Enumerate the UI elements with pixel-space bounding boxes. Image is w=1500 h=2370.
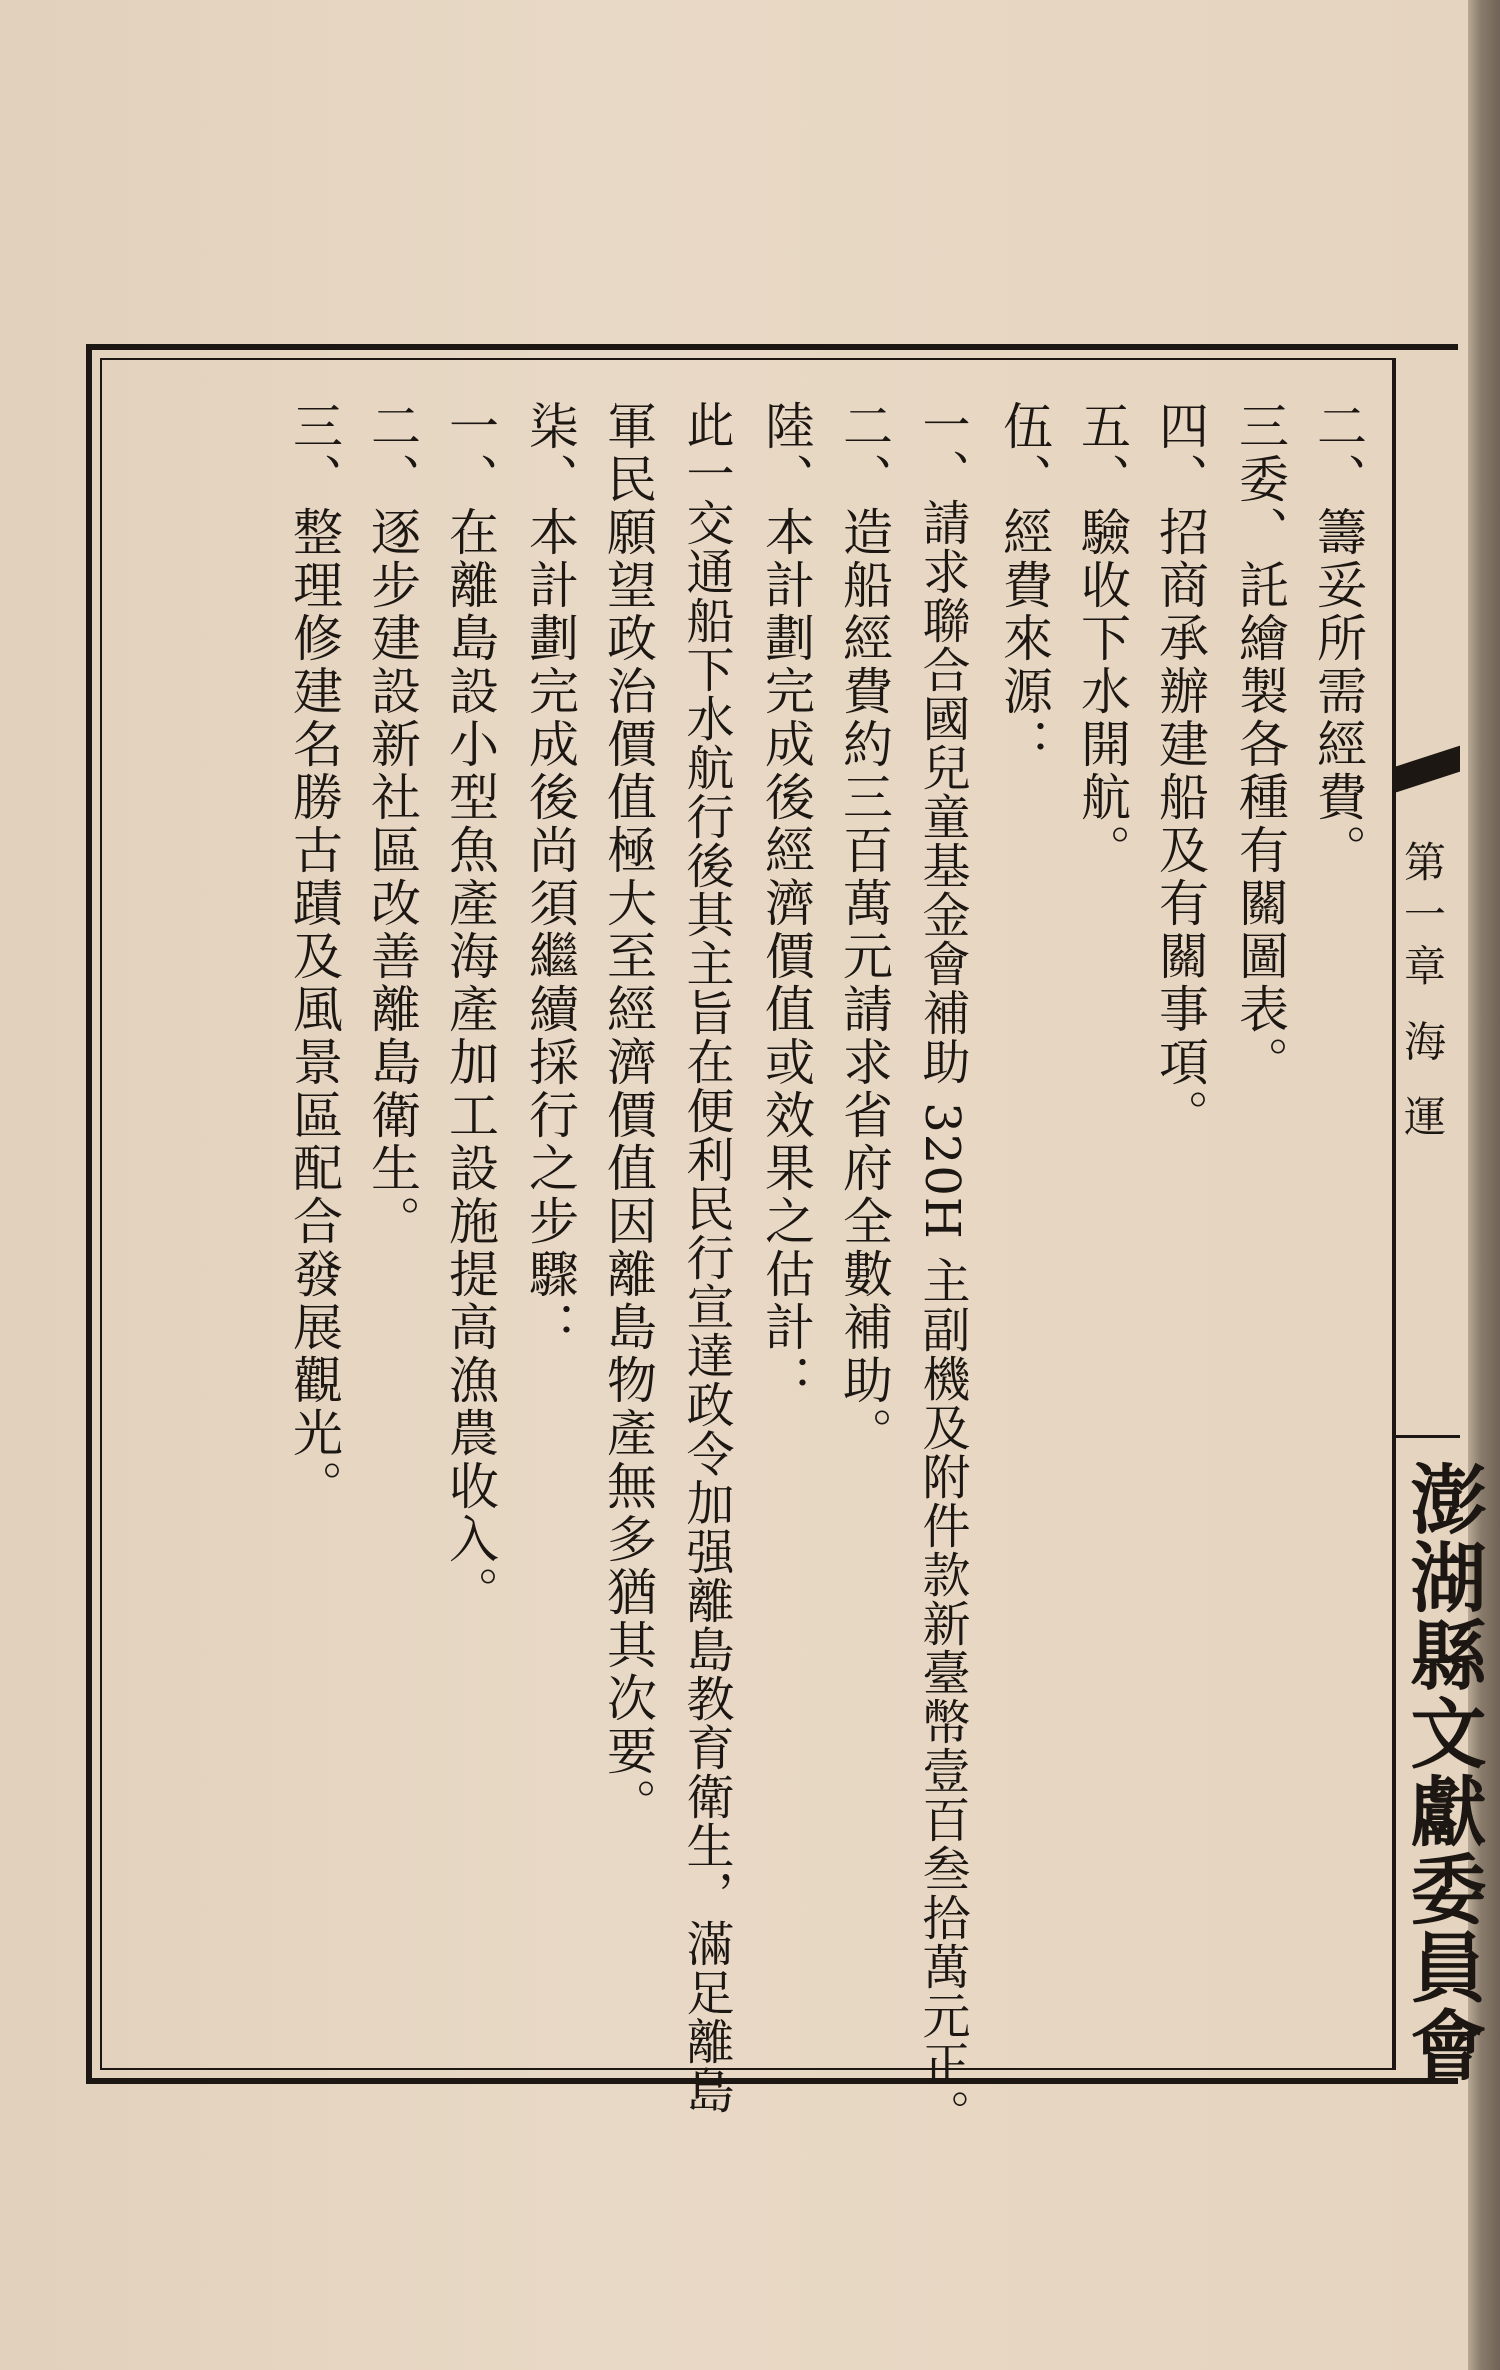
section-heading: 陸、本計劃完成後經濟價值或效果之估計： xyxy=(757,400,815,1407)
text-column: 一、請求聯合國兒童基金會補助 320H 主副機及附件款新臺幣壹百叁拾萬元正。 xyxy=(914,400,970,2138)
text-column: 四、招商承辦建船及有關事項。 xyxy=(1151,400,1209,1142)
organization-header: 澎湖縣文獻委員會 xyxy=(1398,1460,1487,2084)
text-column: 二、逐步建設新社區改善離島衛生。 xyxy=(363,400,421,1248)
text-column: 軍民願望政治價值極大至經濟價值因離島物產無多猶其次要。 xyxy=(599,400,657,1831)
text-column: 二、籌妥所需經費。 xyxy=(1309,400,1367,877)
text-column: 一、在離島設小型魚產海產加工設施提高漁農收入。 xyxy=(441,400,499,1619)
text-column: 此一交通船下水航行後其主旨在便利民行宣達政令加强離島教育衛生，滿足離島 xyxy=(678,400,734,2115)
text-column: 三委、託繪製各種有關圖表。 xyxy=(1231,400,1289,1089)
text-column: 二、造船經費約三百萬元請求省府全數補助。 xyxy=(835,400,893,1460)
text-column: 三、整理修建名勝古蹟及風景區配合發展觀光。 xyxy=(285,400,343,1513)
chapter-header: 第一章 海 運 xyxy=(1398,840,1447,1147)
section-heading: 柒、本計劃完成後尚須繼續採行之步驟： xyxy=(521,400,579,1354)
header-rule xyxy=(1396,1435,1460,1438)
header-divider xyxy=(1394,358,1396,2070)
section-heading: 伍、經費來源： xyxy=(995,400,1053,771)
text-column: 五、驗收下水開航。 xyxy=(1073,400,1131,877)
